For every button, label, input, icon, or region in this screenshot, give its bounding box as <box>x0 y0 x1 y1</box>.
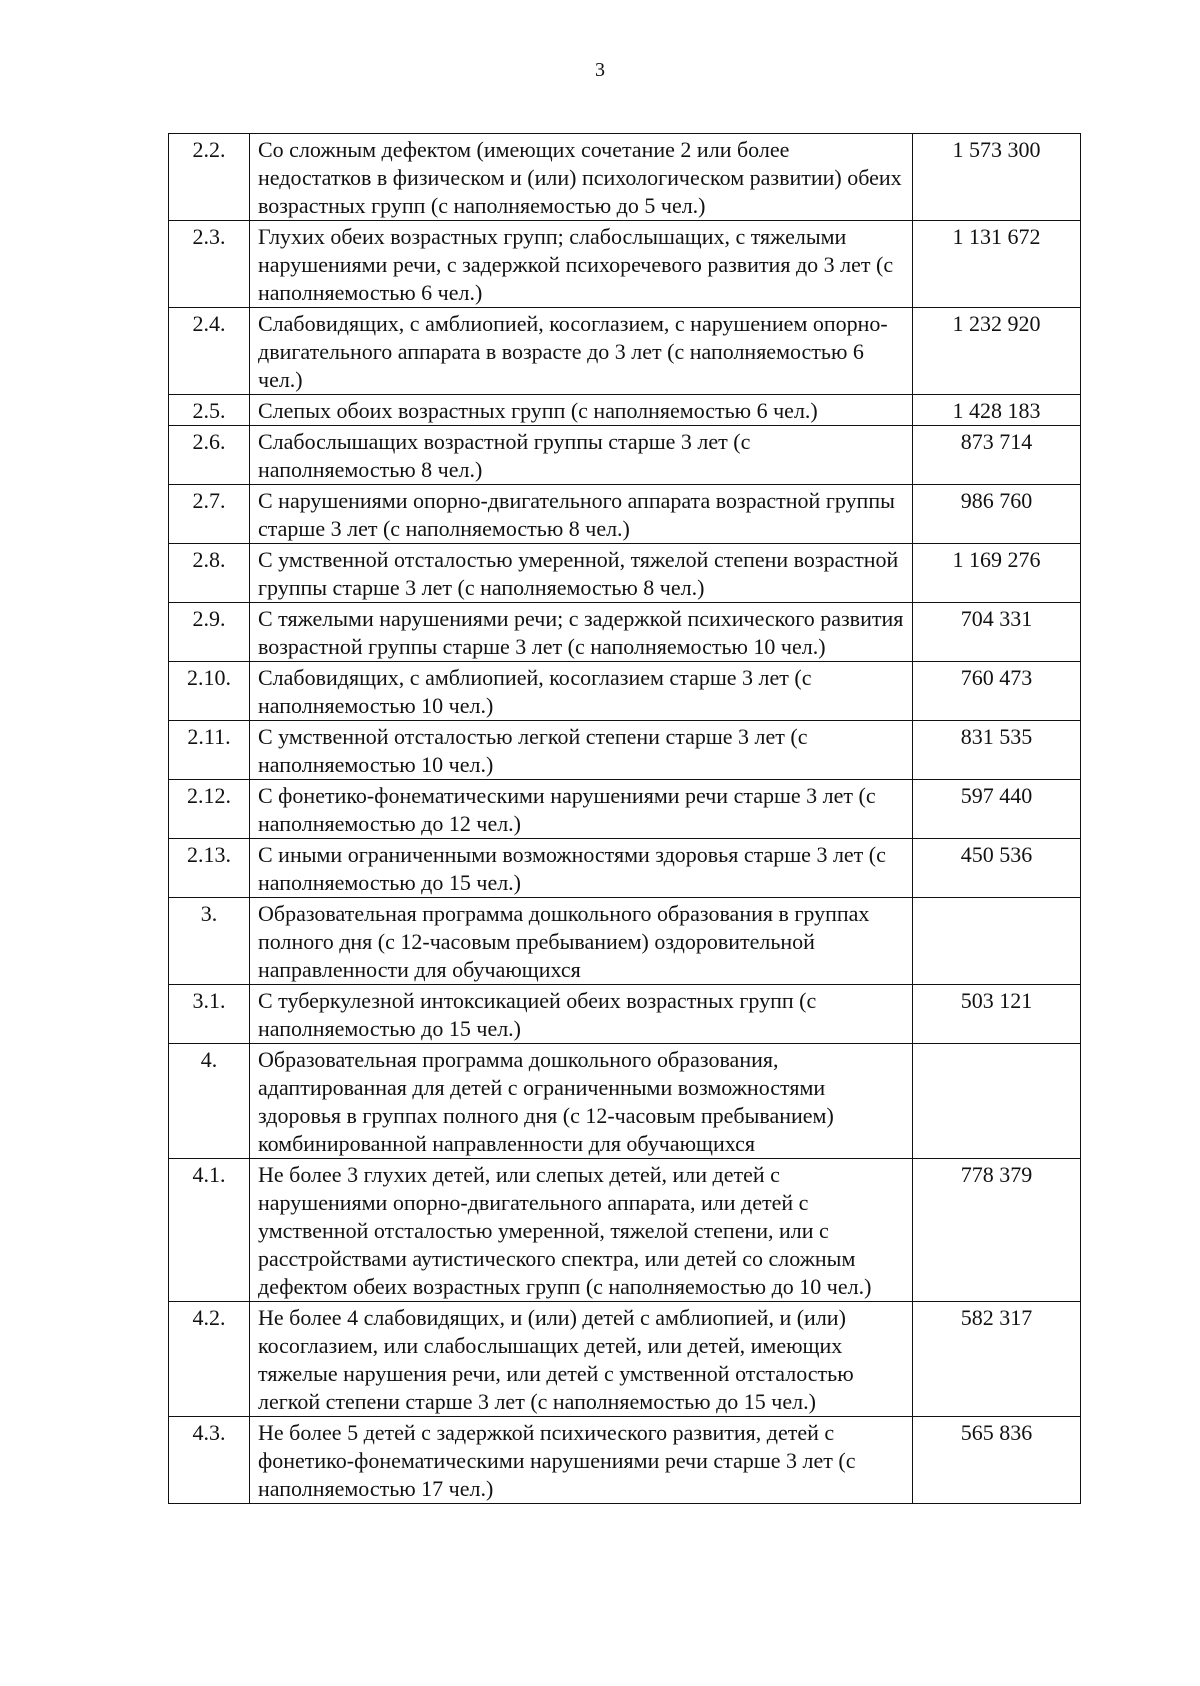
row-amount: 1 573 300 <box>913 134 1081 221</box>
row-amount: 760 473 <box>913 662 1081 721</box>
row-description: С фонетико-фонематическими нарушениями речи старше 3 лет (с наполняемостью до 12 чел.) <box>250 780 913 839</box>
table-row <box>169 1044 1081 1159</box>
row-description: Слабовидящих, с амблиопией, косоглазием, с нарушением опорно-двигательного аппарата в возрасте до 3 лет (с наполняемостью 6 чел.) <box>250 308 913 395</box>
row-description: Образовательная программа дошкольного образования в группах полного дня (с 12-часовым пребыванием) оздоровительной направленности для обучающихся <box>250 898 913 985</box>
row-number: 2.13. <box>169 839 250 898</box>
row-number: 2.12. <box>169 780 250 839</box>
row-description: Глухих обеих возрастных групп; слабослышащих, с тяжелыми нарушениями речи, с задержкой психоречевого развития до 3 лет (с наполняемостью 6 чел.) <box>250 221 913 308</box>
table-row <box>169 426 1081 485</box>
row-amount: 450 536 <box>913 839 1081 898</box>
table-row <box>169 603 1081 662</box>
table-row <box>169 134 1081 221</box>
row-number: 4. <box>169 1044 250 1159</box>
row-description: С умственной отсталостью умеренной, тяжелой степени возрастной группы старше 3 лет (с наполняемостью 8 чел.) <box>250 544 913 603</box>
row-description: Со сложным дефектом (имеющих сочетание 2 или более недостатков в физическом и (или) психологическом развитии) обеих возрастных групп (с наполняемостью до 5 чел.) <box>250 134 913 221</box>
row-number: 2.4. <box>169 308 250 395</box>
row-number: 4.3. <box>169 1417 250 1504</box>
row-description: С умственной отсталостью легкой степени старше 3 лет (с наполняемостью 10 чел.) <box>250 721 913 780</box>
row-amount: 1 428 183 <box>913 395 1081 426</box>
table-row <box>169 544 1081 603</box>
table-row <box>169 780 1081 839</box>
row-description: Образовательная программа дошкольного образования, адаптированная для детей с ограниченными возможностями здоровья в группах полного дня (с 12-часовым пребыванием) комбинированной направленности для обучающихся <box>250 1044 913 1159</box>
row-number: 4.1. <box>169 1159 250 1302</box>
row-amount: 582 317 <box>913 1302 1081 1417</box>
row-description: Не более 3 глухих детей, или слепых детей, или детей с нарушениями опорно-двигательного аппарата, или детей с умственной отсталостью умеренной, тяжелой степени, или с расстройствами аутистического спектра, или детей со сложным дефектом обеих возрастных групп (с наполняемостью до 10 чел.) <box>250 1159 913 1302</box>
row-description: С иными ограниченными возможностями здоровья старше 3 лет (с наполняемостью до 15 чел.) <box>250 839 913 898</box>
row-number: 2.5. <box>169 395 250 426</box>
table-row <box>169 662 1081 721</box>
table-row <box>169 1302 1081 1417</box>
table-row <box>169 395 1081 426</box>
row-number: 2.3. <box>169 221 250 308</box>
table-row <box>169 721 1081 780</box>
row-number: 2.8. <box>169 544 250 603</box>
row-amount: 778 379 <box>913 1159 1081 1302</box>
row-amount: 1 232 920 <box>913 308 1081 395</box>
row-number: 2.6. <box>169 426 250 485</box>
row-amount: 873 714 <box>913 426 1081 485</box>
row-amount: 986 760 <box>913 485 1081 544</box>
table-row <box>169 898 1081 985</box>
row-amount <box>913 1044 1081 1159</box>
row-number: 2.9. <box>169 603 250 662</box>
row-amount: 503 121 <box>913 985 1081 1044</box>
row-description: Не более 5 детей с задержкой психического развития, детей с фонетико-фонематическими нарушениями речи старше 3 лет (с наполняемостью 17 чел.) <box>250 1417 913 1504</box>
row-description: Слепых обоих возрастных групп (с наполняемостью 6 чел.) <box>250 395 913 426</box>
table-row <box>169 985 1081 1044</box>
row-description: С тяжелыми нарушениями речи; с задержкой психического развития возрастной группы старше 3 лет (с наполняемостью 10 чел.) <box>250 603 913 662</box>
row-number: 2.10. <box>169 662 250 721</box>
row-description: С туберкулезной интоксикацией обеих возрастных групп (с наполняемостью до 15 чел.) <box>250 985 913 1044</box>
table-row <box>169 485 1081 544</box>
table-row <box>169 839 1081 898</box>
row-number: 2.7. <box>169 485 250 544</box>
row-description: Слабослышащих возрастной группы старше 3 лет (с наполняемостью 8 чел.) <box>250 426 913 485</box>
table-body <box>169 134 1081 1504</box>
row-description: С нарушениями опорно-двигательного аппарата возрастной группы старше 3 лет (с наполняемостью 8 чел.) <box>250 485 913 544</box>
table-row <box>169 308 1081 395</box>
row-amount: 831 535 <box>913 721 1081 780</box>
row-description: Слабовидящих, с амблиопией, косоглазием старше 3 лет (с наполняемостью 10 чел.) <box>250 662 913 721</box>
row-amount: 597 440 <box>913 780 1081 839</box>
row-amount: 1 169 276 <box>913 544 1081 603</box>
row-number: 3. <box>169 898 250 985</box>
row-amount: 565 836 <box>913 1417 1081 1504</box>
row-amount: 1 131 672 <box>913 221 1081 308</box>
table-row <box>169 1159 1081 1302</box>
tariff-table <box>168 133 1081 1504</box>
row-amount <box>913 898 1081 985</box>
table-row <box>169 221 1081 308</box>
row-amount: 704 331 <box>913 603 1081 662</box>
row-number: 4.2. <box>169 1302 250 1417</box>
row-number: 3.1. <box>169 985 250 1044</box>
page-number: 3 <box>595 59 605 81</box>
row-description: Не более 4 слабовидящих, и (или) детей с амблиопией, и (или) косоглазием, или слабослышащих детей, или детей, имеющих тяжелые нарушения речи, или детей с умственной отсталостью легкой степени старше 3 лет (с наполняемостью до 15 чел.) <box>250 1302 913 1417</box>
row-number: 2.11. <box>169 721 250 780</box>
table-row <box>169 1417 1081 1504</box>
row-number: 2.2. <box>169 134 250 221</box>
